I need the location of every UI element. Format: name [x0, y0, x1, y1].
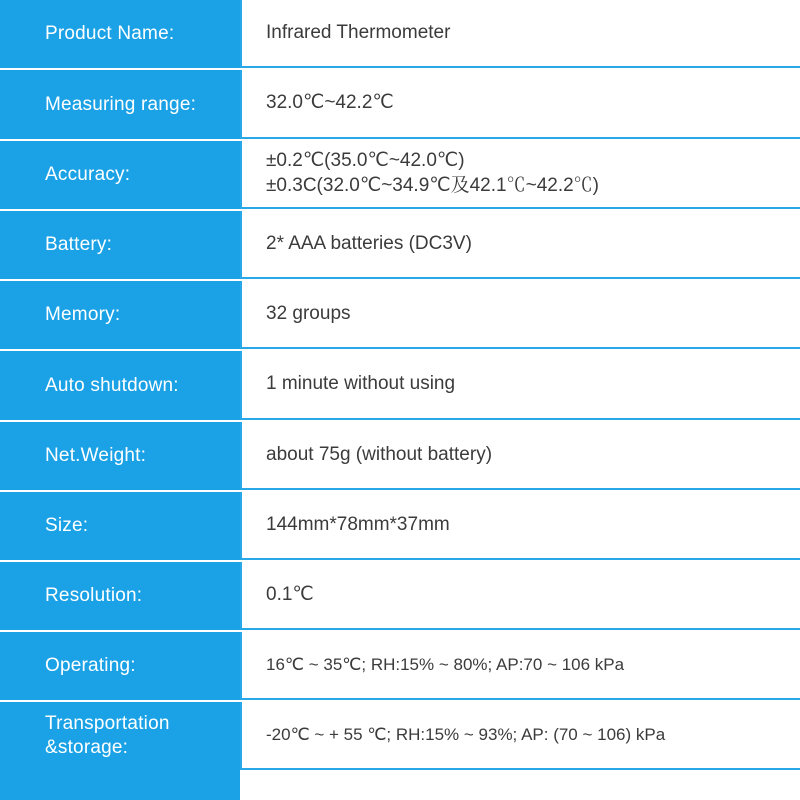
row-label: Auto shutdown: — [0, 351, 240, 420]
table-row — [0, 492, 800, 562]
row-value — [240, 70, 800, 139]
row-value-line: 32 groups — [266, 302, 351, 324]
row-value-line: 0.1℃ — [266, 583, 314, 605]
row-label: Measuring range: — [0, 70, 240, 139]
row-value — [240, 702, 800, 770]
row-label: Accuracy: — [0, 141, 240, 209]
row-value-line: 1 minute without using — [266, 373, 456, 395]
table-row — [0, 211, 800, 281]
row-value-line: ±0.3C(32.0℃~34.9℃及42.1℃~42.2℃) — [266, 175, 600, 196]
table-row — [0, 562, 800, 632]
row-label: Net.Weight: — [0, 422, 240, 490]
table-row — [0, 0, 800, 70]
table-row — [0, 351, 800, 422]
row-value — [240, 422, 800, 490]
row-label — [0, 702, 240, 770]
table-row — [0, 422, 800, 492]
row-value-line: 144mm*78mm*37mm — [266, 513, 450, 535]
row-value — [240, 0, 800, 68]
table-row — [0, 632, 800, 702]
table-row — [0, 141, 800, 211]
row-value — [240, 632, 800, 700]
row-value-line: 16℃ ~ 35℃; RH:15% ~ 80%; AP:70 ~ 106 kPa — [266, 654, 625, 674]
row-value — [240, 492, 800, 560]
row-value-line: ±0.2℃(35.0℃~42.0℃) — [266, 150, 465, 172]
row-label: Resolution: — [0, 562, 240, 630]
row-value-line: 32.0℃~42.2℃ — [266, 92, 394, 114]
row-label: Operating: — [0, 632, 240, 700]
table-row — [0, 702, 800, 770]
row-value-line: about 75g (without battery) — [266, 443, 493, 465]
table-row — [0, 70, 800, 141]
row-value — [240, 211, 800, 279]
row-value-line: Infrared Thermometer — [266, 21, 451, 43]
row-value — [240, 351, 800, 420]
row-label: Memory: — [0, 281, 240, 349]
row-value-line: 2* AAA batteries (DC3V) — [266, 232, 472, 254]
row-label: Product Name: — [0, 0, 240, 68]
row-label-line: Transportation — [45, 713, 170, 735]
row-value — [240, 141, 800, 209]
row-label-line: &storage: — [45, 737, 129, 758]
row-value — [240, 281, 800, 349]
row-value — [240, 562, 800, 630]
table-row — [0, 281, 800, 351]
row-value-line: -20℃ ~ + 55 ℃; RH:15% ~ 93%; AP: (70 ~ 106) kPa — [266, 724, 666, 744]
row-label: Size: — [0, 492, 240, 560]
row-label: Battery: — [0, 211, 240, 279]
